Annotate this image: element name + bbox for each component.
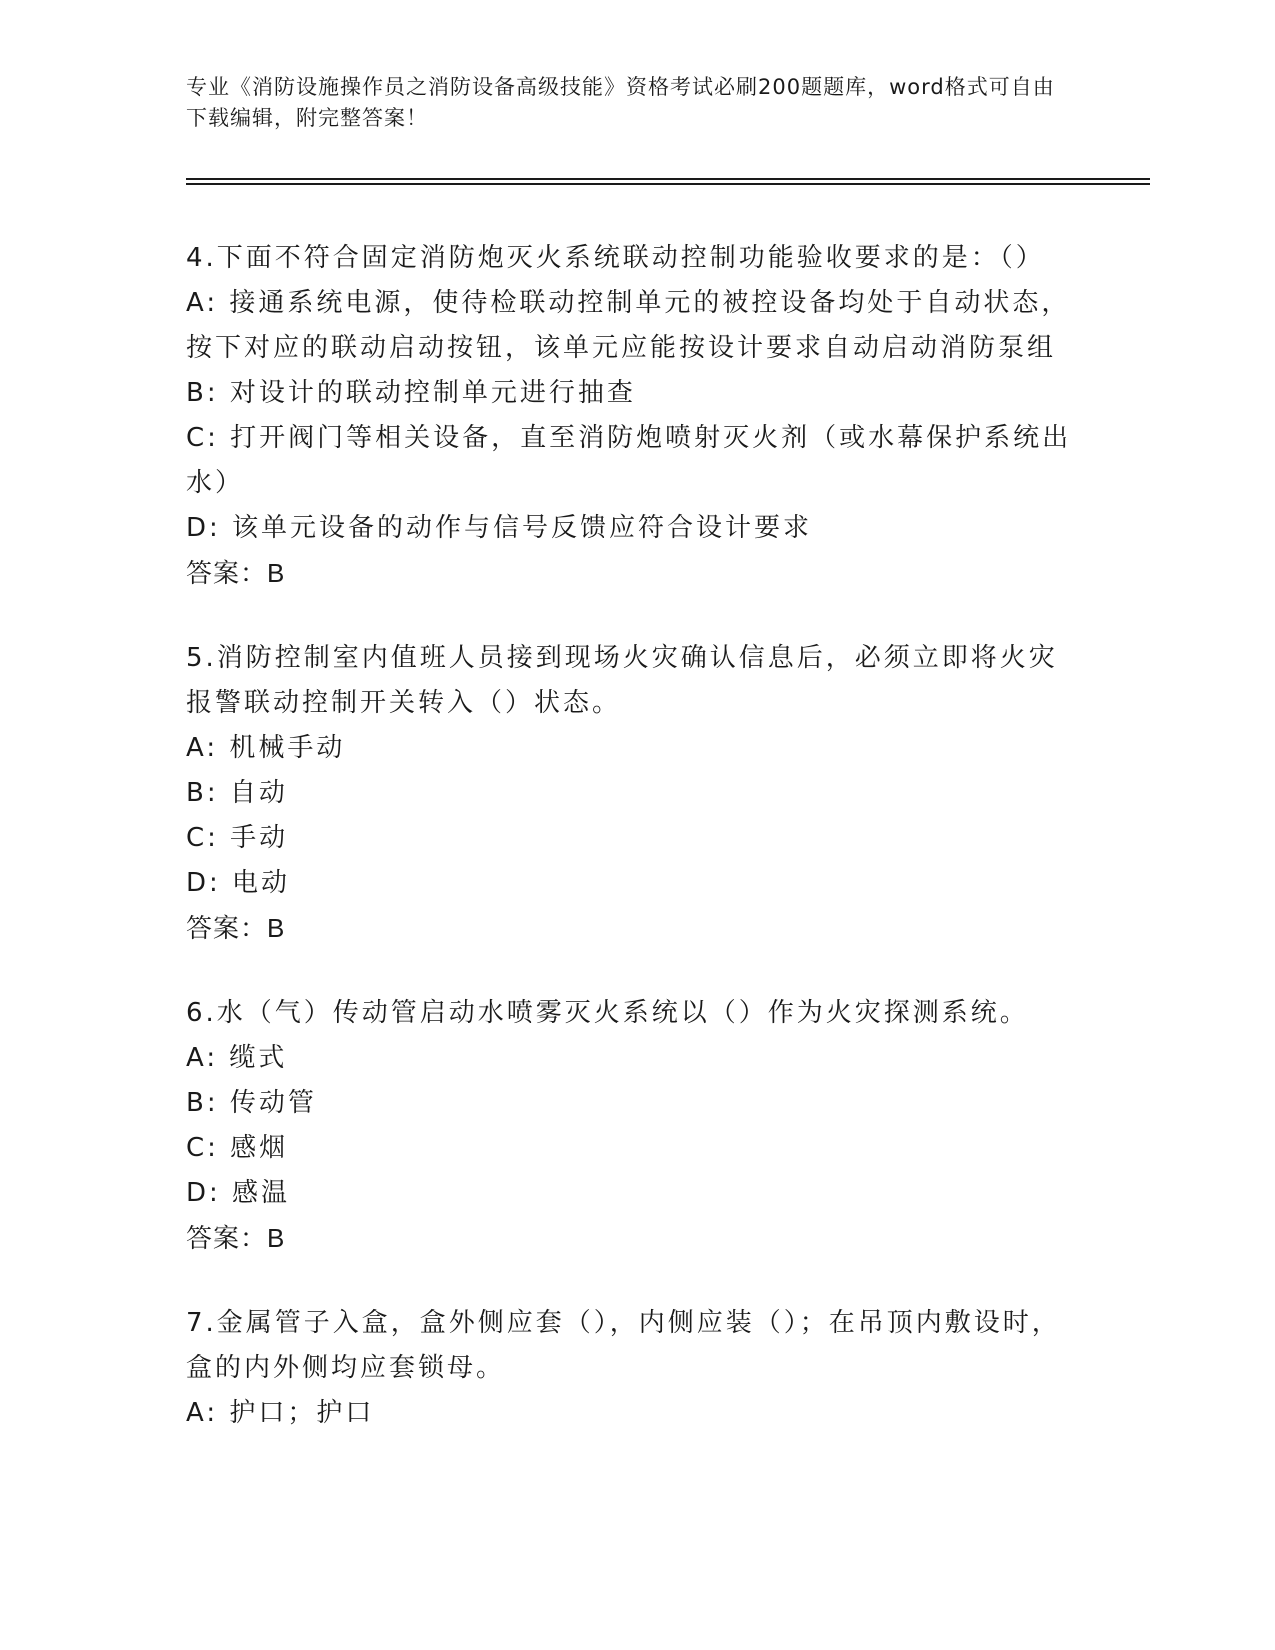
option-a: A: 接通系统电源，使待检联动控制单元的被控设备均处于自动状态，按下对应的联动启动按钮，该单元应能按设计要求自动启动消防泵组 bbox=[186, 288, 1071, 363]
option-b: B: 对设计的联动控制单元进行抽查 bbox=[186, 378, 636, 408]
option-c: C: 手动 bbox=[186, 823, 289, 853]
option-a: A: 机械手动 bbox=[186, 733, 346, 763]
option-d: D: 该单元设备的动作与信号反馈应符合设计要求 bbox=[186, 513, 813, 543]
question-stem: 6.水（气）传动管启动水喷雾灭火系统以（）作为火灾探测系统。 bbox=[186, 998, 1029, 1028]
question-7 bbox=[186, 1301, 1076, 1436]
question-stem: 4.下面不符合固定消防炮灭火系统联动控制功能验收要求的是：（） bbox=[186, 243, 1045, 273]
question-6 bbox=[186, 991, 1076, 1261]
question-stem: 5.消防控制室内值班人员接到现场火灾确认信息后，必须立即将火灾报警联动控制开关转入（）状态。 bbox=[186, 643, 1058, 718]
option-d: D: 感温 bbox=[186, 1178, 291, 1208]
option-a: A: 护口；护口 bbox=[186, 1398, 375, 1428]
question-4 bbox=[186, 236, 1076, 596]
answer: 答案：B bbox=[186, 913, 286, 943]
header-divider-top bbox=[186, 178, 1150, 180]
question-5 bbox=[186, 636, 1076, 951]
answer: 答案：B bbox=[186, 1223, 286, 1253]
option-b: B: 传动管 bbox=[186, 1088, 317, 1118]
option-b: B: 自动 bbox=[186, 778, 288, 808]
option-a: A: 缆式 bbox=[186, 1043, 288, 1073]
answer: 答案：B bbox=[186, 558, 286, 588]
option-d: D: 电动 bbox=[186, 868, 291, 898]
document-header bbox=[186, 72, 1066, 134]
header-divider-bottom bbox=[186, 183, 1150, 185]
option-c: C: 打开阀门等相关设备，直至消防炮喷射灭火剂（或水幕保护系统出水） bbox=[186, 423, 1072, 498]
question-list bbox=[186, 236, 1076, 1476]
question-stem: 7.金属管子入盒，盒外侧应套（），内侧应装（）；在吊顶内敷设时，盒的内外侧均应套锁母。 bbox=[186, 1308, 1061, 1383]
option-c: C: 感烟 bbox=[186, 1133, 289, 1163]
header-text: 专业《消防设施操作员之消防设备高级技能》资格考试必刷200题题库，word格式可自由下载编辑，附完整答案！ bbox=[186, 75, 1055, 130]
